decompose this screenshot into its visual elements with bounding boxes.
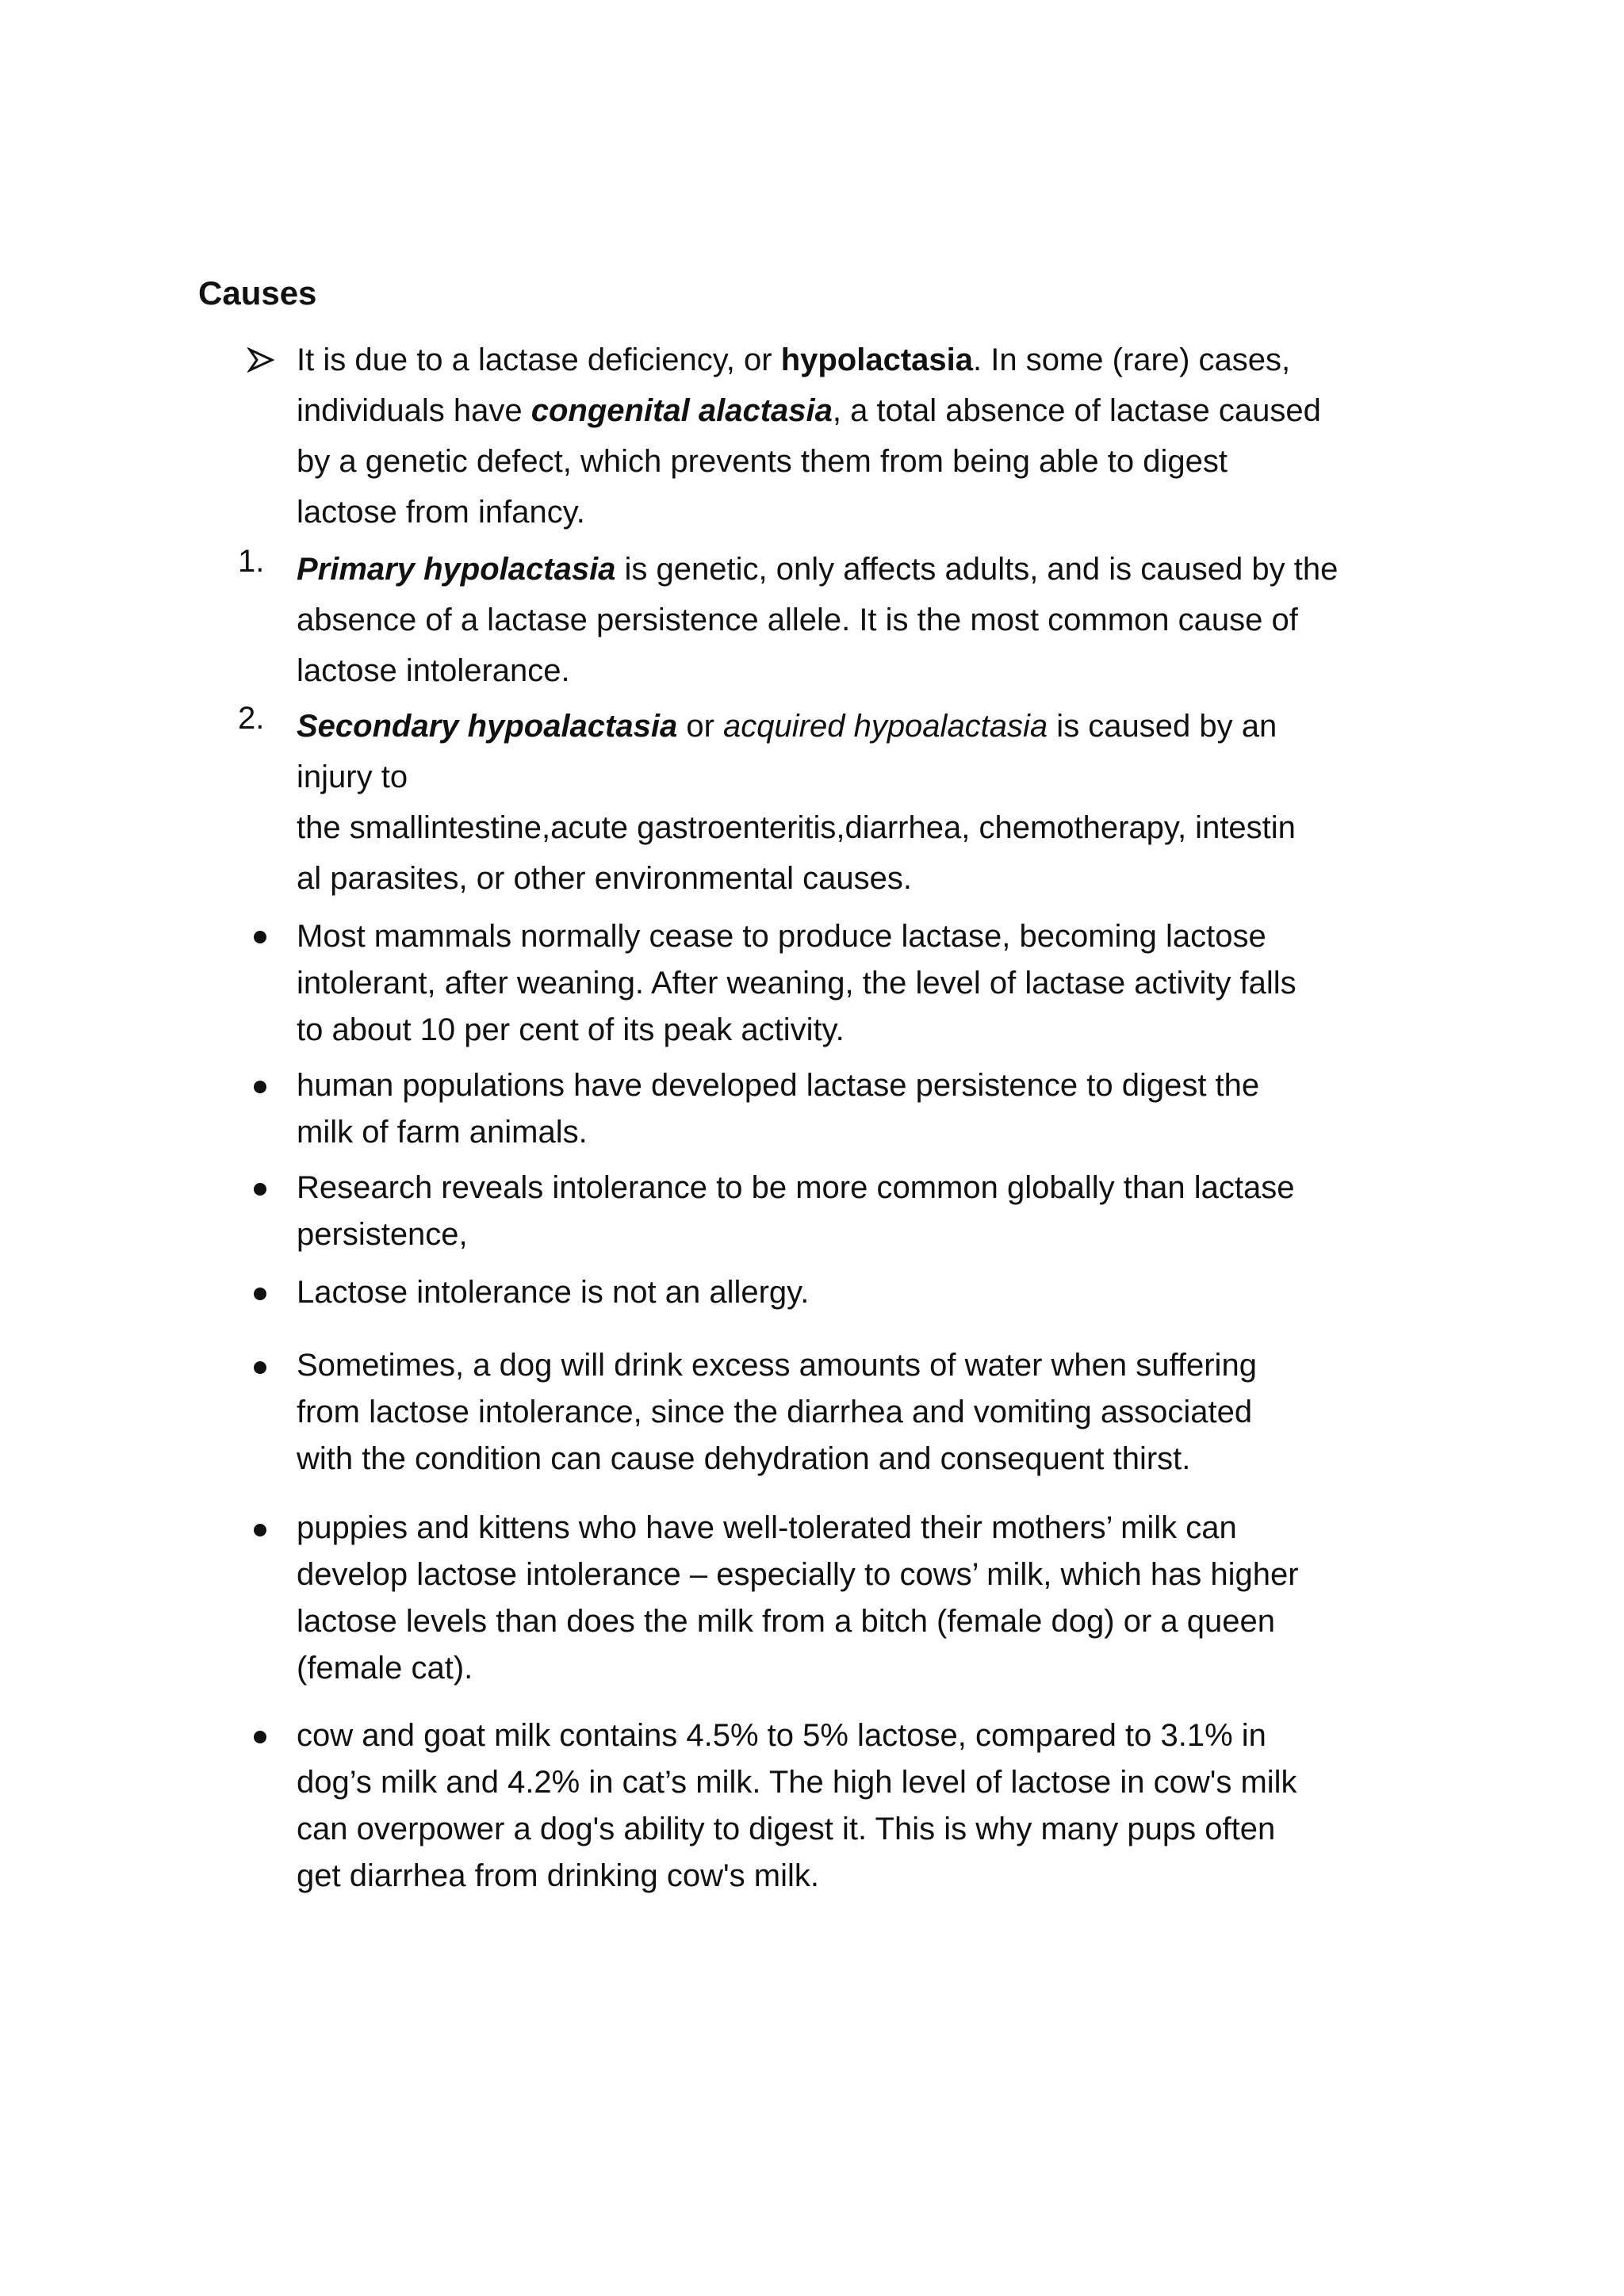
text-line: to about 10 per cent of its peak activity. [297, 1012, 845, 1047]
text-line: lactose levels than does the milk from a bitch (female dog) or a queen [297, 1604, 1275, 1639]
text-line: Lactose intolerance is not an allergy. [297, 1275, 810, 1310]
arrow-bullet-icon [247, 346, 274, 373]
text-line: milk of farm animals. [297, 1115, 588, 1150]
bullet-dot-icon [254, 1288, 266, 1300]
text-line: Sometimes, a dog will drink excess amounts of water when suffering [297, 1348, 1257, 1383]
bullet-dot-icon [254, 1183, 266, 1196]
text-line: persistence, [297, 1217, 468, 1252]
text-line: lactose intolerance. [297, 653, 570, 688]
list-item-text [297, 1505, 1454, 1692]
list-item-text [297, 1712, 1454, 1900]
text-line: Primary hypolactasia is genetic, only affects adults, and is caused by the [297, 552, 1339, 587]
text-line: can overpower a dog's ability to digest it. This is why many pups often [297, 1812, 1276, 1846]
text-line: Most mammals normally cease to produce lactase, becoming lactose [297, 919, 1266, 954]
text-line: get diarrhea from drinking cow's milk. [297, 1858, 819, 1893]
bullet-dot-icon [254, 1731, 266, 1743]
text-line: Research reveals intolerance to be more common globally than lactase [297, 1170, 1295, 1205]
text-line: by a genetic defect, which prevents them from being able to digest [297, 444, 1228, 479]
list-item-text [297, 335, 1454, 538]
list-item-text [297, 1062, 1454, 1156]
text-line: al parasites, or other environmental causes. [297, 861, 912, 896]
text-line: Secondary hypoalactasia or acquired hypoalactasia is caused by an [297, 709, 1277, 744]
text-line: with the condition can cause dehydration and consequent thirst. [297, 1441, 1191, 1476]
text-line: (female cat). [297, 1651, 473, 1686]
list-item-text [297, 544, 1454, 696]
text-line: dog’s milk and 4.2% in cat’s milk. The high level of lactose in cow's milk [297, 1765, 1297, 1800]
text-line: absence of a lactase persistence allele. It is the most common cause of [297, 603, 1298, 637]
text-line: intolerant, after weaning. After weaning, the level of lactase activity falls [297, 966, 1297, 1001]
list-number: 2. [238, 701, 265, 736]
list-item-text [297, 1269, 1454, 1316]
text-line: individuals have congenital alactasia, a total absence of lactase caused [297, 393, 1321, 428]
list-item-text [297, 1165, 1454, 1258]
section-heading: Causes [198, 274, 317, 312]
text-line: from lactose intolerance, since the diarrhea and vomiting associated [297, 1395, 1253, 1429]
text-line: injury to [297, 760, 408, 794]
list-item-text [297, 1342, 1454, 1483]
list-item-text [297, 701, 1454, 904]
list-number: 1. [238, 544, 265, 579]
text-line: It is due to a lactase deficiency, or hypolactasia. In some (rare) cases, [297, 342, 1291, 377]
text-line: develop lactose intolerance – especially to cows’ milk, which has higher [297, 1557, 1299, 1592]
text-line: lactose from infancy. [297, 495, 585, 530]
list-item-text [297, 913, 1454, 1054]
text-line: puppies and kittens who have well-tolerated their mothers’ milk can [297, 1510, 1237, 1545]
text-line: human populations have developed lactase persistence to digest the [297, 1068, 1260, 1103]
bullet-dot-icon [254, 1361, 266, 1374]
text-line: cow and goat milk contains 4.5% to 5% lactose, compared to 3.1% in [297, 1718, 1266, 1753]
bullet-dot-icon [254, 1081, 266, 1093]
bullet-dot-icon [254, 1524, 266, 1536]
bullet-dot-icon [254, 931, 266, 943]
text-line: the smallintestine,acute gastroenteritis,diarrhea, chemotherapy, intestin [297, 810, 1296, 845]
